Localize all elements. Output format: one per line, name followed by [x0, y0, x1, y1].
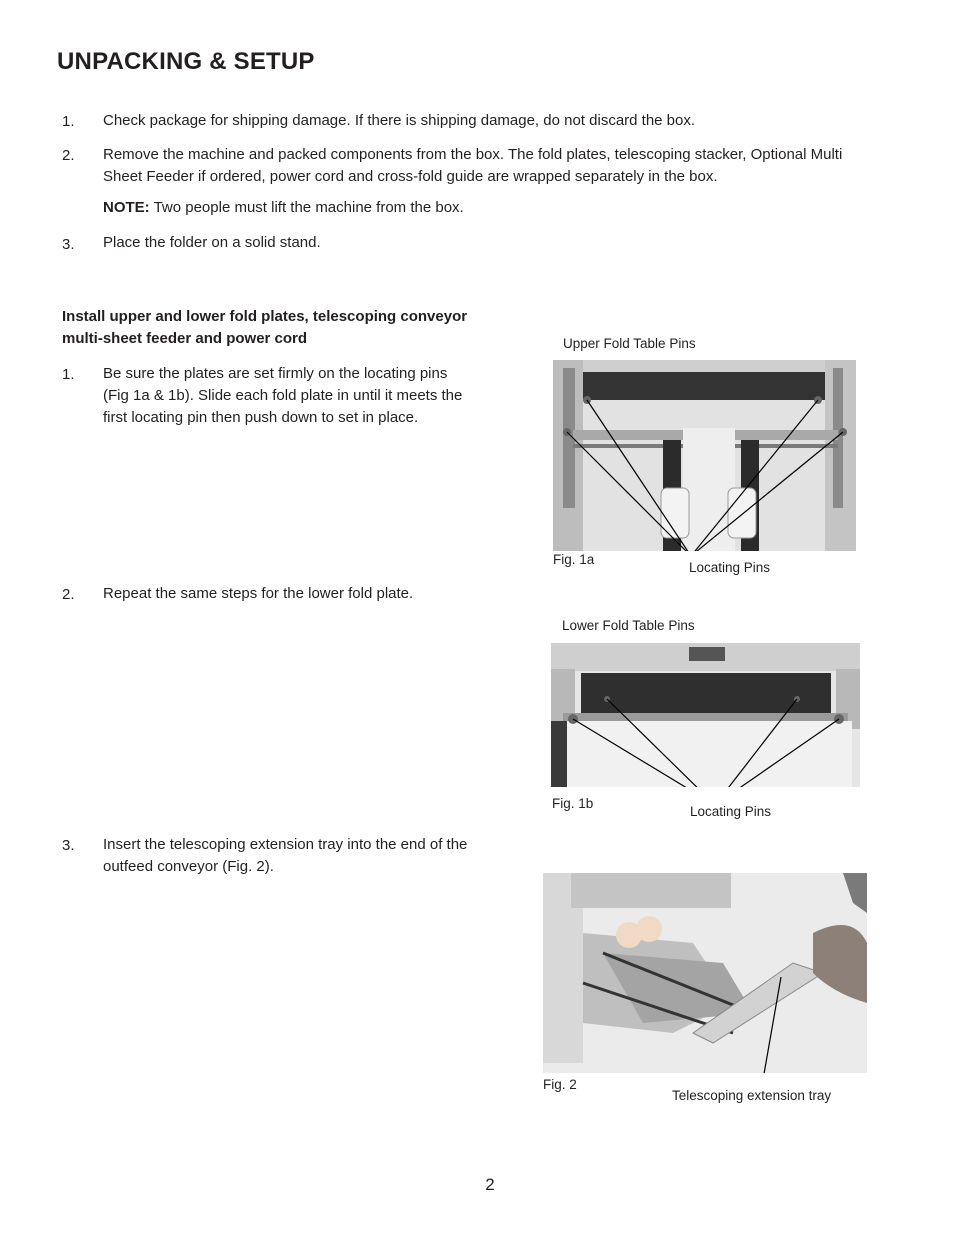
figure-label: Fig. 1a: [553, 552, 595, 567]
step-number: 3.: [62, 236, 75, 253]
step-number: 1.: [62, 366, 75, 383]
figure-callout: Telescoping extension tray: [672, 1088, 832, 1103]
figure-label: Fig. 2: [543, 1077, 577, 1092]
figure-callout: Locating Pins: [689, 560, 771, 575]
step-text-line: Be sure the plates are set firmly on the locating pins: [103, 365, 448, 382]
step-number: 3.: [62, 837, 75, 854]
section-heading-line: Install upper and lower fold plates, telescoping conveyor: [62, 308, 468, 325]
fig2-photo: [543, 873, 867, 1073]
step-text-line: Repeat the same steps for the lower fold plate.: [103, 585, 414, 602]
figure-caption: Lower Fold Table Pins: [562, 618, 695, 633]
note-text: Two people must lift the machine from the box.: [149, 199, 464, 216]
step-text-line: outfeed conveyor (Fig. 2).: [103, 858, 274, 875]
step-text: Check package for shipping damage. If there is shipping damage, do not discard the box.: [103, 112, 696, 129]
step-text-line: first locating pin then push down to set in place.: [103, 409, 419, 426]
figure-caption: Upper Fold Table Pins: [563, 336, 696, 351]
fig1a-photo: [553, 360, 856, 551]
section-heading-line: multi-sheet feeder and power cord: [62, 330, 308, 347]
step-number: 1.: [62, 113, 75, 130]
step-text-line: Insert the telescoping extension tray into the end of the: [103, 836, 468, 853]
step-text-line: (Fig 1a & 1b). Slide each fold plate in until it meets the: [103, 387, 463, 404]
fig1b-photo: [551, 643, 860, 787]
step-text-line: Remove the machine and packed components from the box. The fold plates, telescoping stacker, Optional Multi: [103, 146, 843, 163]
step-number: 2.: [62, 586, 75, 603]
note-label: NOTE:: [103, 199, 150, 216]
page-number: 2: [485, 1175, 495, 1194]
step-text-line: Sheet Feeder if ordered, power cord and cross-fold guide are wrapped separately in the box.: [103, 168, 718, 185]
step-text: Place the folder on a solid stand.: [103, 234, 321, 251]
figure-callout: Locating Pins: [690, 804, 772, 819]
figure-label: Fig. 1b: [552, 796, 594, 811]
step-number: 2.: [62, 147, 75, 164]
note: [103, 197, 464, 219]
page-title: UNPACKING & SETUP: [57, 48, 315, 75]
